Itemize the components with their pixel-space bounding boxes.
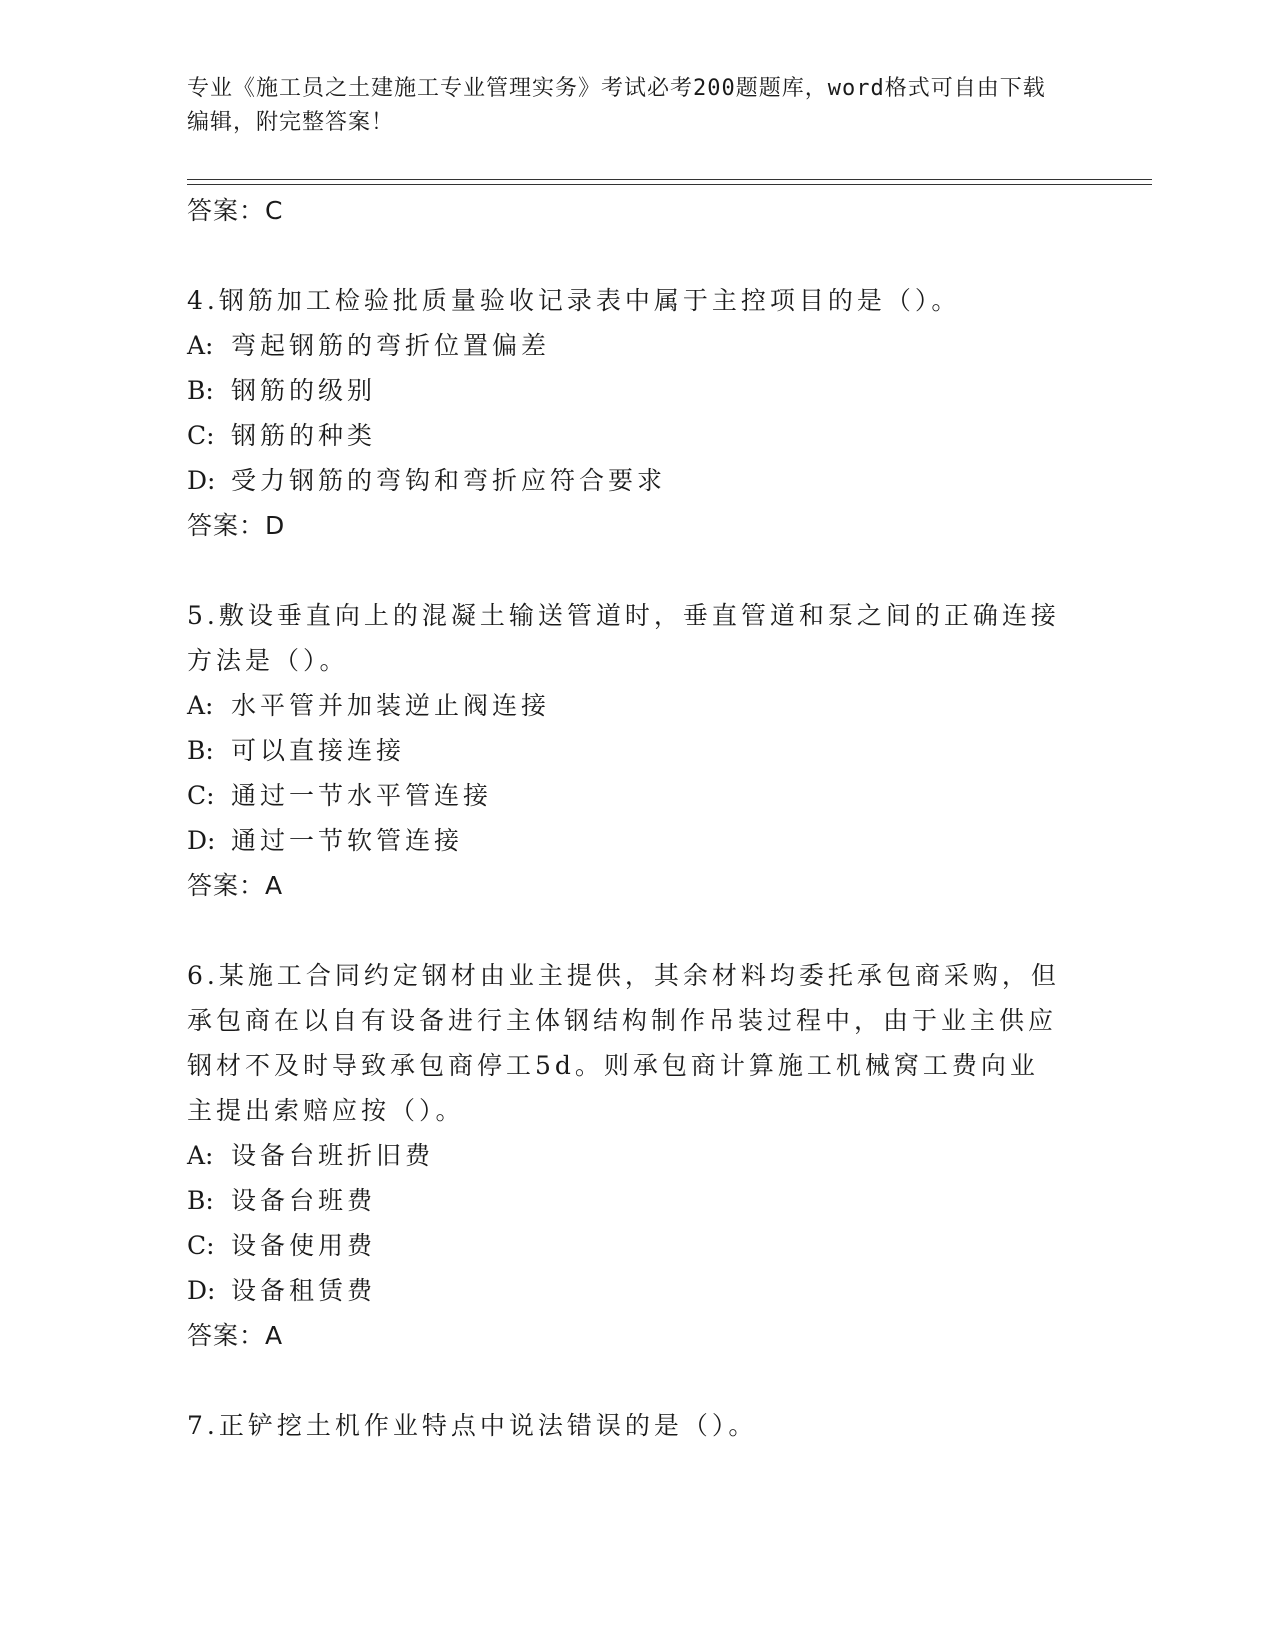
question-text: 4.钢筋加工检验批质量验收记录表中属于主控项目的是（）。 [187,286,961,315]
option-key: B: [187,736,214,765]
option-key: A: [187,691,214,720]
page-header: 专业《施工员之土建施工专业管理实务》考试必考200题题库，word格式可自由下载编辑，附完整答案！ [187,76,1046,135]
option-c [187,773,1067,818]
option-text: 设备使用费 [231,1231,377,1260]
option-c [187,413,1067,458]
option-key: B: [187,376,214,405]
option-d [187,458,1067,503]
header-divider-line [187,179,1152,180]
option-key: C: [187,421,215,450]
option-d [187,1268,1067,1313]
answer-line: 答案：A [187,1321,284,1350]
option-b [187,368,1067,413]
option-a [187,1133,1067,1178]
option-key: D: [187,826,216,855]
answer-line: 答案：C [187,196,284,225]
option-key: A: [187,331,214,360]
option-d [187,818,1067,863]
option-text: 通过一节软管连接 [231,826,464,855]
question-text: 7.正铲挖土机作业特点中说法错误的是（）。 [187,1411,758,1440]
option-b [187,1178,1067,1223]
option-key: D: [187,1276,216,1305]
option-text: 弯起钢筋的弯折位置偏差 [231,331,551,360]
question-list [187,188,1067,1448]
question-text: 5.敷设垂直向上的混凝土输送管道时，垂直管道和泵之间的正确连接方法是（）。 [187,601,1060,675]
option-text: 可以直接连接 [231,736,406,765]
option-text: 设备租赁费 [231,1276,377,1305]
option-text: 水平管并加装逆止阀连接 [231,691,551,720]
option-text: 通过一节水平管连接 [231,781,493,810]
option-text: 钢筋的级别 [231,376,377,405]
answer-line: 答案：A [187,871,284,900]
option-a [187,683,1067,728]
option-text: 设备台班费 [231,1186,377,1215]
option-text: 钢筋的种类 [231,421,377,450]
option-a [187,323,1067,368]
answer-line: 答案：D [187,511,286,540]
header-divider-line-secondary [187,184,1152,185]
option-text: 设备台班折旧费 [231,1141,435,1170]
option-key: A: [187,1141,214,1170]
question-text: 6.某施工合同约定钢材由业主提供，其余材料均委托承包商采购，但承包商在以自有设备进行主体钢结构制作吊装过程中，由于业主供应钢材不及时导致承包商停工5d。则承包商计算施工机械窝工费向业主提出索赔应按（）。 [187,961,1060,1125]
option-key: C: [187,1231,215,1260]
option-key: C: [187,781,215,810]
option-key: D: [187,466,216,495]
option-key: B: [187,1186,214,1215]
option-c [187,1223,1067,1268]
option-b [187,728,1067,773]
option-text: 受力钢筋的弯钩和弯折应符合要求 [231,466,667,495]
